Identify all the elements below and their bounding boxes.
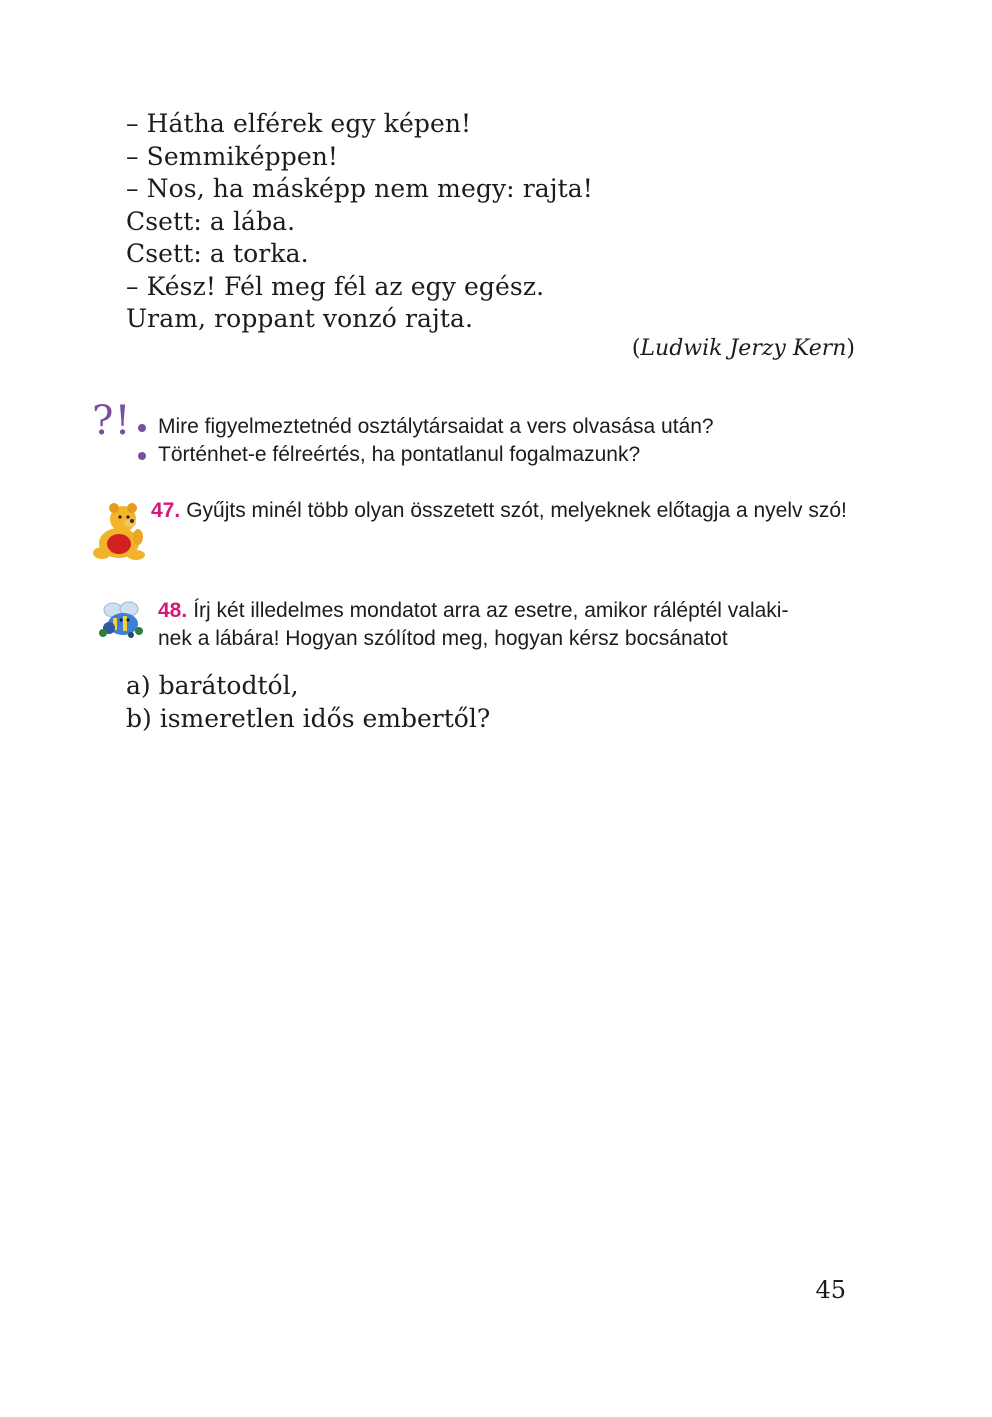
answer-option: a) barátodtól, (126, 671, 299, 700)
attribution-open-paren: ( (631, 336, 641, 361)
poem (126, 108, 866, 336)
question-text: Mire figyelmeztetnéd osztálytársaidat a vers olvasása után? (158, 415, 714, 438)
question-marker-icon: ?! (92, 398, 132, 444)
bullet-icon (138, 424, 146, 432)
author-name: Ludwik Jerzy Kern (640, 336, 847, 361)
task-number: 48. (158, 599, 188, 622)
poem-line: – Kész! Fél meg fél az egy egész. (126, 271, 545, 301)
poem-line: – Hátha elférek egy képen! (126, 109, 472, 138)
page-number: 45 (815, 1276, 846, 1304)
attribution-close-paren: ) (846, 336, 855, 361)
bear-icon (90, 499, 148, 561)
task-48 (158, 597, 868, 653)
answer-options (126, 670, 490, 735)
task-line (158, 597, 868, 625)
poem-line: Csett: a lába. (126, 206, 296, 236)
poem-line: Uram, roppant vonzó rajta. (126, 304, 474, 333)
answer-option: b) ismeretlen idős embertől? (126, 703, 491, 733)
question-text: Történhet-e félreértés, ha pontatlanul fogalmazunk? (158, 443, 641, 466)
bullet-icon (138, 452, 146, 460)
task-text: Írj két illedelmes mondatot arra az esetre, amikor ráléptél valaki- (193, 599, 789, 622)
task-number: 47. (151, 499, 181, 522)
question-list (138, 413, 714, 469)
poem-line: Csett: a torka. (126, 239, 309, 268)
task-47 (151, 497, 871, 525)
poem-line: – Semmiképpen! (126, 141, 339, 171)
poem-line: – Nos, ha másképp nem megy: rajta! (126, 174, 593, 203)
question-item (138, 441, 714, 469)
poem-attribution (632, 336, 855, 361)
question-item (138, 413, 714, 441)
bee-icon (95, 600, 147, 642)
task-text: Gyűjts minél több olyan összetett szót, melyeknek előtagja a nyelv szó! (186, 499, 847, 522)
task-line: nek a lábára! Hogyan szólítod meg, hogyan kérsz bocsánatot (158, 627, 728, 650)
